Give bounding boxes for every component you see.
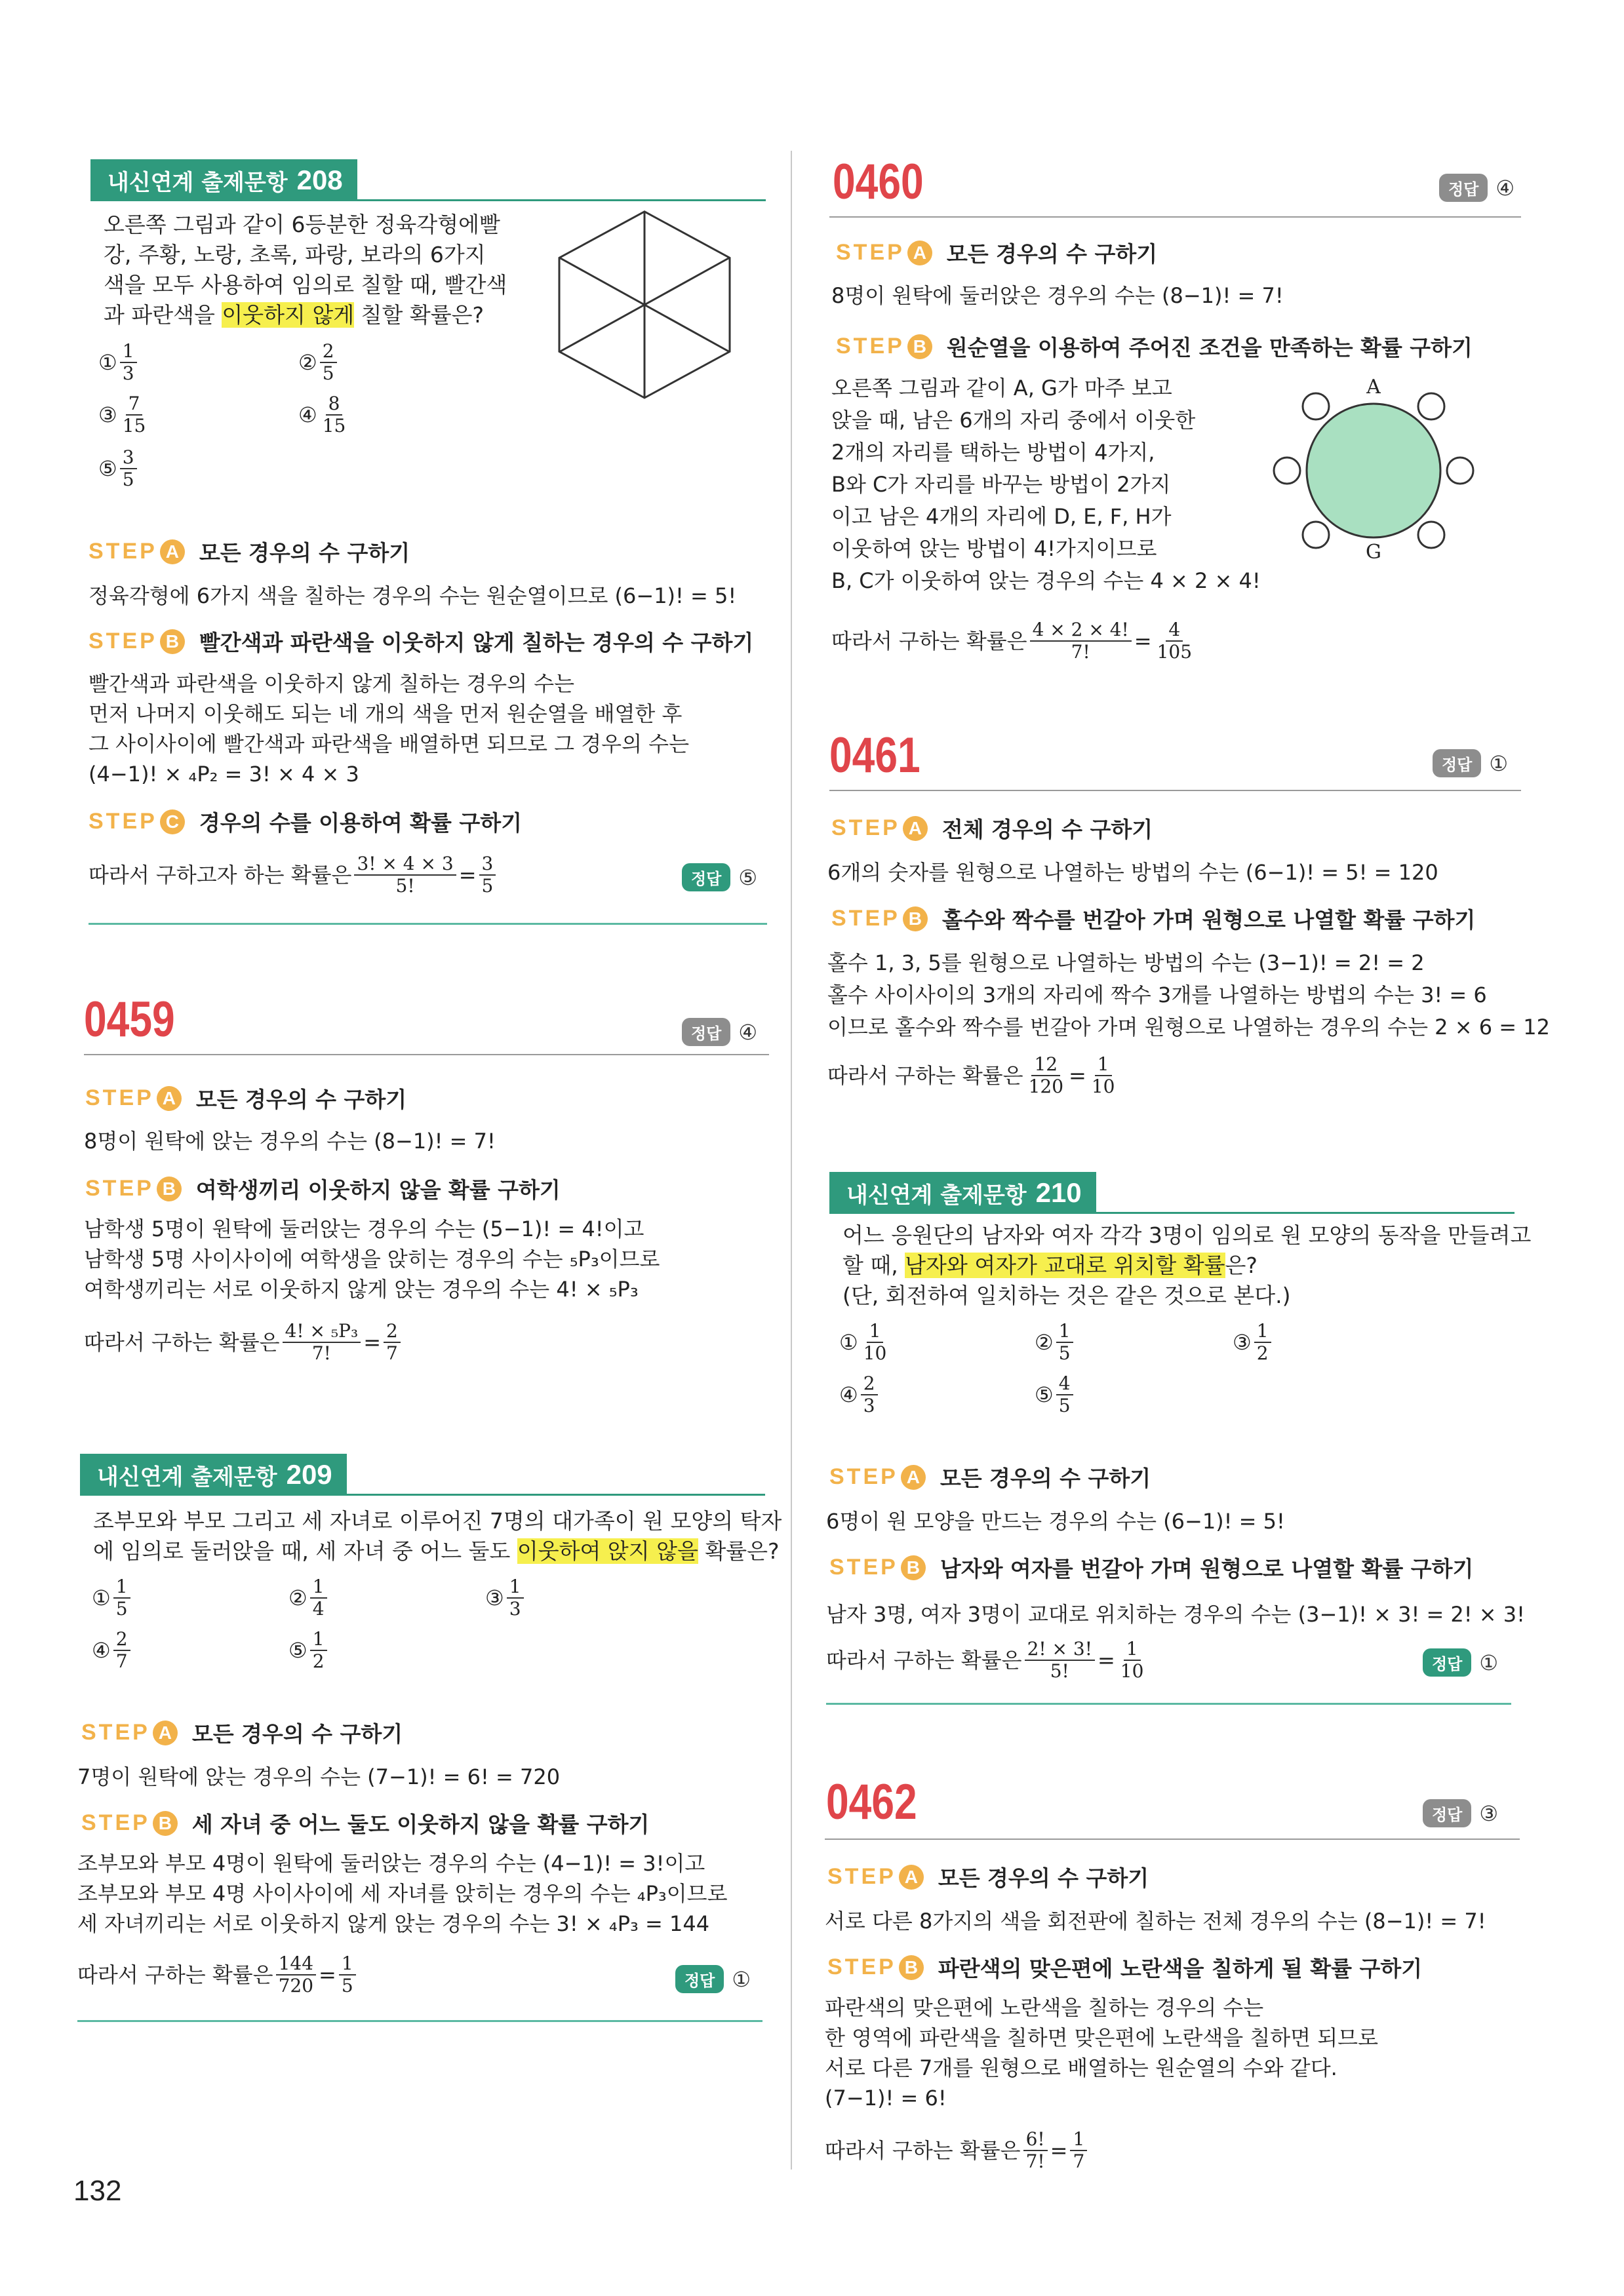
- question-text-208: [104, 210, 507, 330]
- choice-1[interactable]: ① $\frac{1}{5}$: [92, 1576, 133, 1620]
- round-table-diagram: [1269, 372, 1478, 562]
- problem-rule: [829, 790, 1521, 791]
- choice-3[interactable]: ③ $\frac{1}{2}$: [1233, 1321, 1274, 1364]
- step-b-heading: STEP B 세 자녀 중 어느 둘도 이웃하지 않을 확률 구하기: [81, 1810, 650, 1837]
- choice-3[interactable]: ③ $\frac{1}{3}$: [485, 1576, 526, 1620]
- final-probability: 따라서 구하는 확률은 $\frac{2! \times 3!}{5!}$ = $\frac{1}{10}$: [826, 1638, 1144, 1682]
- choice-5[interactable]: ⑤ $\frac{4}{5}$: [1035, 1373, 1076, 1416]
- section-divider: [89, 923, 767, 925]
- step-a-text: 8명이 원탁에 둘러앉은 경우의 수는 (8−1)! = 7!: [831, 283, 1284, 308]
- step-b-text: 오른쪽 그림과 같이 A, G가 마주 보고 앉을 때, 남은 6개의 자리 중에서 이웃한 2개의 자리를 택하는 방법이 4가지, B와 C가 자리를 바꾸는 방법이 2가지 이고 남은 4개의 자리에 D, E, F, H가 이웃하여 앉는 방법이 4!가지이므로 B, C가 이웃하여 앉는 경우의 수는 4 × 2 × 4!: [831, 376, 1261, 593]
- question-line: 색을 모두 사용하여 임의로 칠할 때, 빨간색: [104, 272, 507, 298]
- answer-208: 정답 ⑤: [682, 863, 757, 891]
- banner-number: 210: [1035, 1177, 1082, 1208]
- step-a-heading: STEP A 모든 경우의 수 구하기: [836, 240, 1158, 267]
- hexagon-figure: [549, 208, 740, 405]
- banner-underline: [90, 199, 766, 201]
- final-probability: 따라서 구하는 확률은 $\frac{144}{720}$ = $\frac{1}{5}$: [77, 1953, 359, 1996]
- step-a-heading: STEP A 모든 경우의 수 구하기: [829, 1464, 1151, 1491]
- step-b-heading: STEP B 홀수와 짝수를 번갈아 가며 원형으로 나열할 확률 구하기: [831, 906, 1476, 933]
- choice-1[interactable]: ① $\frac{1}{3}$: [98, 341, 140, 384]
- problem-rule: [84, 1054, 769, 1055]
- question-line: 강, 주황, 노랑, 초록, 파랑, 보라의 6가지: [104, 242, 486, 267]
- choice-3[interactable]: ③ $\frac{7}{15}$: [98, 393, 146, 437]
- choice-5[interactable]: ⑤ $\frac{3}{5}$: [98, 447, 140, 490]
- step-a-heading: STEP A 모든 경우의 수 구하기: [81, 1720, 403, 1747]
- choice-2[interactable]: ② $\frac{2}{5}$: [298, 341, 340, 384]
- choice-4[interactable]: ④ $\frac{2}{3}$: [839, 1373, 881, 1416]
- banner-number: 209: [286, 1459, 332, 1490]
- step-b-text: 파란색의 맞은편에 노란색을 칠하는 경우의 수는 한 영역에 파란색을 칠하면 맞은편에 노란색을 칠하면 되므로 서로 다른 7개를 원형으로 배열하는 원순열의 수와 같다. (7−1)! = 6!: [825, 1995, 1379, 2111]
- answer-0461: 정답 ①: [1433, 749, 1508, 777]
- banner-number: 208: [296, 165, 343, 195]
- choice-4[interactable]: ④ $\frac{8}{15}$: [298, 393, 346, 437]
- problem-rule: [825, 1839, 1520, 1840]
- step-a-text: 7명이 원탁에 앉는 경우의 수는 (7−1)! = 6! = 720: [77, 1764, 561, 1789]
- answer-0460: 정답 ④: [1439, 174, 1515, 202]
- step-a-heading: STEP A 전체 경우의 수 구하기: [831, 815, 1153, 842]
- problem-rule: [829, 216, 1521, 218]
- highlighted-text: 이웃하여 앉지 않을: [517, 1538, 698, 1564]
- problem-number-0461: 0461: [829, 728, 921, 783]
- step-b-text: 남자 3명, 여자 3명이 교대로 위치하는 경우의 수는 (3−1)! × 3! = 2! × 3!: [826, 1602, 1525, 1627]
- seat-label-g: G: [1366, 541, 1381, 562]
- question-text-209: 조부모와 부모 그리고 세 자녀로 이루어진 7명의 대가족이 원 모양의 탁자 에 임의로 둘러앉을 때, 세 자녀 중 어느 둘도 이웃하여 앉지 않을 확률은?: [93, 1508, 782, 1564]
- step-b-text: 홀수 1, 3, 5를 원형으로 나열하는 방법의 수는 (3−1)! = 2! = 2 홀수 사이사이의 3개의 자리에 짝수 3개를 나열하는 방법의 수는 3! = 6 이므로 홀수와 짝수를 번갈아 가며 원형으로 나열하는 경우의 수는 2 × 6 = 12: [827, 950, 1550, 1040]
- section-divider: [826, 1703, 1511, 1705]
- problem-number-0462: 0462: [826, 1774, 917, 1830]
- answer-0462: 정답 ③: [1423, 1799, 1498, 1827]
- question-line: 과 파란색을 이웃하지 않게 칠할 확률은?: [104, 302, 485, 328]
- final-probability: 따라서 구하는 확률은 $\frac{\text{4! × ₅P₃}}{7!}$ = $\frac{2}{7}$: [84, 1321, 403, 1364]
- seat-label-a: A: [1366, 376, 1381, 399]
- step-a-heading: STEP A 모든 경우의 수 구하기: [827, 1864, 1149, 1891]
- section-divider: [77, 2020, 762, 2022]
- banner-title: 내신연계 출제문항: [97, 1464, 277, 1490]
- highlighted-text: 이웃하지 않게: [222, 302, 355, 328]
- page-number: 132: [73, 2175, 122, 2207]
- step-b-heading: STEP B 남자와 여자를 번갈아 가며 원형으로 나열할 확률 구하기: [829, 1555, 1474, 1582]
- choice-5[interactable]: ⑤ $\frac{1}{2}$: [288, 1629, 330, 1672]
- question-text-210: 어느 응원단의 남자와 여자 각각 3명이 임의로 원 모양의 동작을 만들려고 할 때, 남자와 여자가 교대로 위치할 확률은? (단, 회전하여 일치하는 것은 같은 것으로 본다.): [842, 1222, 1532, 1308]
- final-probability: 따라서 구하는 확률은 $\frac{6!}{7!}$ = $\frac{1}{7}$: [825, 2129, 1090, 2172]
- final-probability: 따라서 구하는 확률은 $\frac{4 \times 2 \times 4!}{7!}$ = $\frac{4}{105}$: [831, 619, 1193, 663]
- highlighted-text: 남자와 여자가 교대로 위치할 확률: [905, 1253, 1225, 1278]
- final-probability: 따라서 구하고자 하는 확률은 $\frac{3! \times 4 \times 3}{5!}$ = $\frac{3}{5}$: [89, 853, 498, 897]
- answer-209: 정답 ①: [675, 1965, 751, 1993]
- step-b-text: 빨간색과 파란색을 이웃하지 않게 칠하는 경우의 수는 먼저 나머지 이웃해도 되는 네 개의 색을 먼저 원순열을 배열한 후 그 사이사이에 빨간색과 파란색을 배열하면 되므로 그 경우의 수는 (4−1)! × ₄P₂ = 3! × 4 × 3: [89, 671, 690, 787]
- problem-banner-209: [80, 1454, 347, 1496]
- banner-underline: [829, 1212, 1515, 1214]
- step-b-heading: STEP B 원순열을 이용하여 주어진 조건을 만족하는 확률 구하기: [836, 334, 1473, 360]
- step-c-heading: STEP C 경우의 수를 이용하여 확률 구하기: [89, 809, 523, 836]
- step-a-text: 8명이 원탁에 앉는 경우의 수는 (8−1)! = 7!: [84, 1129, 496, 1154]
- final-probability: 따라서 구하는 확률은 $\frac{12}{120}$ = $\frac{1}{10}$: [827, 1053, 1115, 1097]
- step-a-text: 6개의 숫자를 원형으로 나열하는 방법의 수는 (6−1)! = 5! = 120: [827, 860, 1438, 885]
- banner-title: 내신연계 출제문항: [108, 169, 288, 196]
- problem-number-0459: 0459: [84, 992, 175, 1047]
- step-b-text: 조부모와 부모 4명이 원탁에 둘러앉는 경우의 수는 (4−1)! = 3!이고 조부모와 부모 4명 사이사이에 세 자녀를 앉히는 경우의 수는 ₄P₃이므로 세 자녀끼리는 서로 이웃하지 않게 앉는 경우의 수는 3! × ₄P₃ = 144: [77, 1851, 728, 1936]
- choice-2[interactable]: ② $\frac{1}{5}$: [1035, 1321, 1076, 1364]
- problem-number-0460: 0460: [833, 154, 924, 210]
- step-a-text: 서로 다른 8가지의 색을 회전판에 칠하는 전체 경우의 수는 (8−1)! = 7!: [825, 1909, 1486, 1934]
- choice-1[interactable]: ① $\frac{1}{10}$: [839, 1320, 887, 1364]
- problem-banner-208: [90, 159, 357, 201]
- step-a-text: 정육각형에 6가지 색을 칠하는 경우의 수는 원순열이므로 (6−1)! = 5!: [89, 583, 737, 608]
- step-a-text: 6명이 원 모양을 만드는 경우의 수는 (6−1)! = 5!: [826, 1509, 1285, 1534]
- choice-4[interactable]: ④ $\frac{2}{7}$: [92, 1629, 133, 1672]
- step-b-heading: STEP B 여학생끼리 이웃하지 않을 확률 구하기: [85, 1176, 561, 1203]
- question-line: 오른쪽 그림과 같이 6등분한 정육각형에빨: [104, 212, 500, 237]
- banner-title: 내신연계 출제문항: [846, 1182, 1027, 1209]
- step-b-heading: STEP B 파란색의 맞은편에 노란색을 칠하게 될 확률 구하기: [827, 1955, 1423, 1981]
- step-a-heading: STEP A 모든 경우의 수 구하기: [89, 539, 410, 566]
- banner-underline: [80, 1494, 765, 1496]
- step-b-text: 남학생 5명이 원탁에 둘러앉는 경우의 수는 (5−1)! = 4!이고 남학생 5명 사이사이에 여학생을 앉히는 경우의 수는 ₅P₃이므로 여학생끼리는 서로 이웃하지 않게 앉는 경우의 수는 4! × ₅P₃: [84, 1216, 660, 1302]
- step-b-heading: STEP B 빨간색과 파란색을 이웃하지 않게 칠하는 경우의 수 구하기: [89, 629, 754, 655]
- step-a-heading: STEP A 모든 경우의 수 구하기: [85, 1085, 407, 1112]
- answer-0459: 정답 ④: [682, 1018, 757, 1046]
- problem-banner-210: [829, 1172, 1096, 1214]
- choice-2[interactable]: ② $\frac{1}{4}$: [288, 1576, 330, 1620]
- answer-210: 정답 ①: [1423, 1648, 1498, 1677]
- column-divider: [791, 151, 792, 2170]
